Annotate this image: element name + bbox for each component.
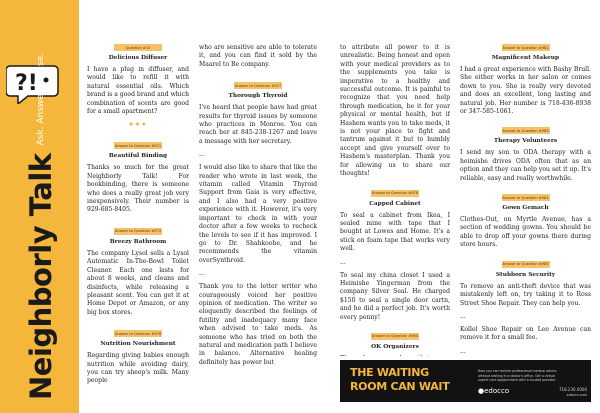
sidebar	[0, 0, 79, 413]
answer-body: Kollel Shoe Repair on Lee Avenue can remove it for a small fee.	[460, 325, 591, 342]
ad-logo: ●edocco	[478, 387, 510, 395]
answer-body	[340, 355, 450, 356]
answer-title: Gown Gemach	[502, 205, 549, 212]
answer-body: To seal my china closet I used a Heimishe Yingerman from the company Silver Seal. He charged $150 to seal a single door cartn, and he did a perfect job. It's worth every penny!	[340, 271, 450, 321]
advertisement[interactable]	[340, 360, 591, 402]
answer-tag: Answer to Question #982	[502, 45, 549, 50]
ad-url: edocco.com	[566, 393, 587, 397]
answer-body: to attribute all power to it is unrealistic. Being honest and open with your medical providers as to the supplements you take is imperative to a healthy and successful outcome. It is painful to recognize that you need help through medication, be it for your physical or mental health, but if Hashem wants you to take meds, it is not your place to fight and tantrum against it but to humbly accept and give yourself over to Hashem's masterplan. Thank you for allowing us to share our thoughts!	[340, 44, 450, 178]
question-tag: Question #10	[114, 44, 162, 51]
answer-title: Magnificent Makeup	[491, 55, 560, 61]
ad-headline-line1: THE WAITING	[350, 366, 429, 379]
column-4	[460, 0, 591, 356]
answer-tag: Answer to Question #977	[234, 83, 282, 88]
ad-phone: 718.230.0000	[559, 387, 587, 392]
answer-tag: Answer to Question #978	[371, 191, 419, 195]
answer-body: To seal a cabinet from Ikea, I sealed mine with tape that I bought at Lowes and Home. It's a stick on foam tape that works very well.	[340, 211, 450, 253]
answer-body: I've heard that people have had great results for thyroid issues by someone who practices in Monroe. You can reach her at 845-238-1267 and leave a message with her secretary.	[199, 104, 317, 145]
answer-body: I had a great experience with Bashy Brull. She either works in her salon or comes down to you. She is really very devoted and does an excellent, long lasting and natural job. Her number is 718-436-8938 or 347-585-1061.	[460, 66, 591, 116]
answer-body: Thank you to the letter writer who courageously voiced her positive opinion of medication. The writer so eloquently described the feelings of futility and inadequacy many face when advised to take meds. As someone who has tried on both the natural and medication path I believe in balance. Alternative healing definitely has power but	[199, 283, 317, 366]
answer-title: Capped Cabinet	[369, 200, 421, 207]
separator: ...	[460, 347, 466, 355]
answer-title: Therapy Volunteers	[493, 138, 558, 145]
answer-title: Thorough Thyroid	[228, 93, 288, 100]
answer-body: Clothes-Out, on Myrtle Avenue, has a section of wedding gowns. You should be able to drop off your gowns there during store hours.	[460, 216, 591, 249]
answer-tag: Answer to Question #983	[502, 128, 549, 133]
question-body: I have a plug in diffuser, and would like to refill it with natural essential oils. Which brand is a good brand and which combination of scents are good for a small apartment?	[87, 66, 189, 116]
answer-body: The company Lysol sells a Lysol Automatic In-The-Bowl Toilet Cleaner. Each one lasts for about 8 weeks, and cleans and disinfects, while releasing a pleasant scent. You can get it at Home Depot or Amazon, or any big box stores.	[87, 249, 189, 316]
ad-headline	[350, 366, 449, 394]
answer-body: To remove an anti-theft device that was mistakenly left on, try taking it to Ross Street Shoe Repair. They can help you.	[460, 282, 591, 307]
column-3	[340, 0, 450, 356]
brand-subtitle: Ask. Answer. Advise.	[36, 52, 46, 146]
answer-body: I send my son to ODA therapy with a heimishe drives ODA often that as an option and they can help you set it up. It's reliable, easy and really worthwhile.	[460, 149, 591, 182]
answer-tag: Answer to Question #976	[114, 331, 162, 336]
ad-body: Now you can receive professional medical advice without waiting in a doctor's office. Get a virtual urgent care appointment with a trusted provider.	[478, 369, 557, 383]
column-2	[199, 0, 317, 413]
answer-title: Stubborn Security	[495, 271, 556, 278]
separator: ...	[340, 258, 346, 266]
separator: ...	[199, 151, 205, 159]
answer-tag: Answer to Question #971	[114, 143, 162, 148]
answer-body: Regarding giving babies enough nutrition while avoiding dairy, you can try sheep's milk. Many people	[87, 352, 189, 385]
column-1	[87, 0, 189, 413]
answer-body: I would also like to share that like the reader who wrote in last week, the vitamin called Vitamin Thyroid Support from Gaia is very effective, and I also had a very positive experience with it. However, it's very important to check in with your doctor after a few weeks to recheck the levels to see if it has improved. I go to Dr. Shahkoohe, and he recommends the vitamin overSynthroid.	[199, 164, 317, 264]
chat-bubble-icon	[6, 60, 62, 104]
stars-divider: ★★★	[128, 121, 148, 129]
answer-tag: Answer to Question #985	[502, 262, 549, 267]
separator: ...	[199, 270, 205, 278]
answer-title: Beautiful Binding	[108, 153, 168, 160]
question-title: Delicious Diffuser	[108, 55, 168, 61]
answer-tag: Answer to Question #972	[114, 229, 162, 234]
svg-text:?!: ?!	[15, 71, 38, 96]
ad-headline-line2: ROOM CAN WAIT	[350, 380, 450, 393]
brand-block	[6, 52, 76, 400]
answer-body: who are sensitive are able to tolerate it, and you can find it sold by the Maarel to Be company.	[199, 44, 317, 68]
answer-title: Nutrition Nourishment	[100, 341, 176, 348]
answer-title: Breezy Bathroom	[109, 238, 167, 245]
answer-body: Thanks so much for the great Neighborly Talk! For bookbinding, there is someone who does a really great job very inexpensively. Their number is 929-685-8405.	[87, 164, 189, 214]
answer-tag: Answer to Question #984	[502, 195, 549, 200]
answer-tag: Answer to Question #980	[371, 334, 419, 339]
separator: ...	[460, 312, 466, 320]
brand-title: Neighborly Talk	[24, 153, 58, 400]
answer-title: OK Organizers	[371, 343, 419, 350]
